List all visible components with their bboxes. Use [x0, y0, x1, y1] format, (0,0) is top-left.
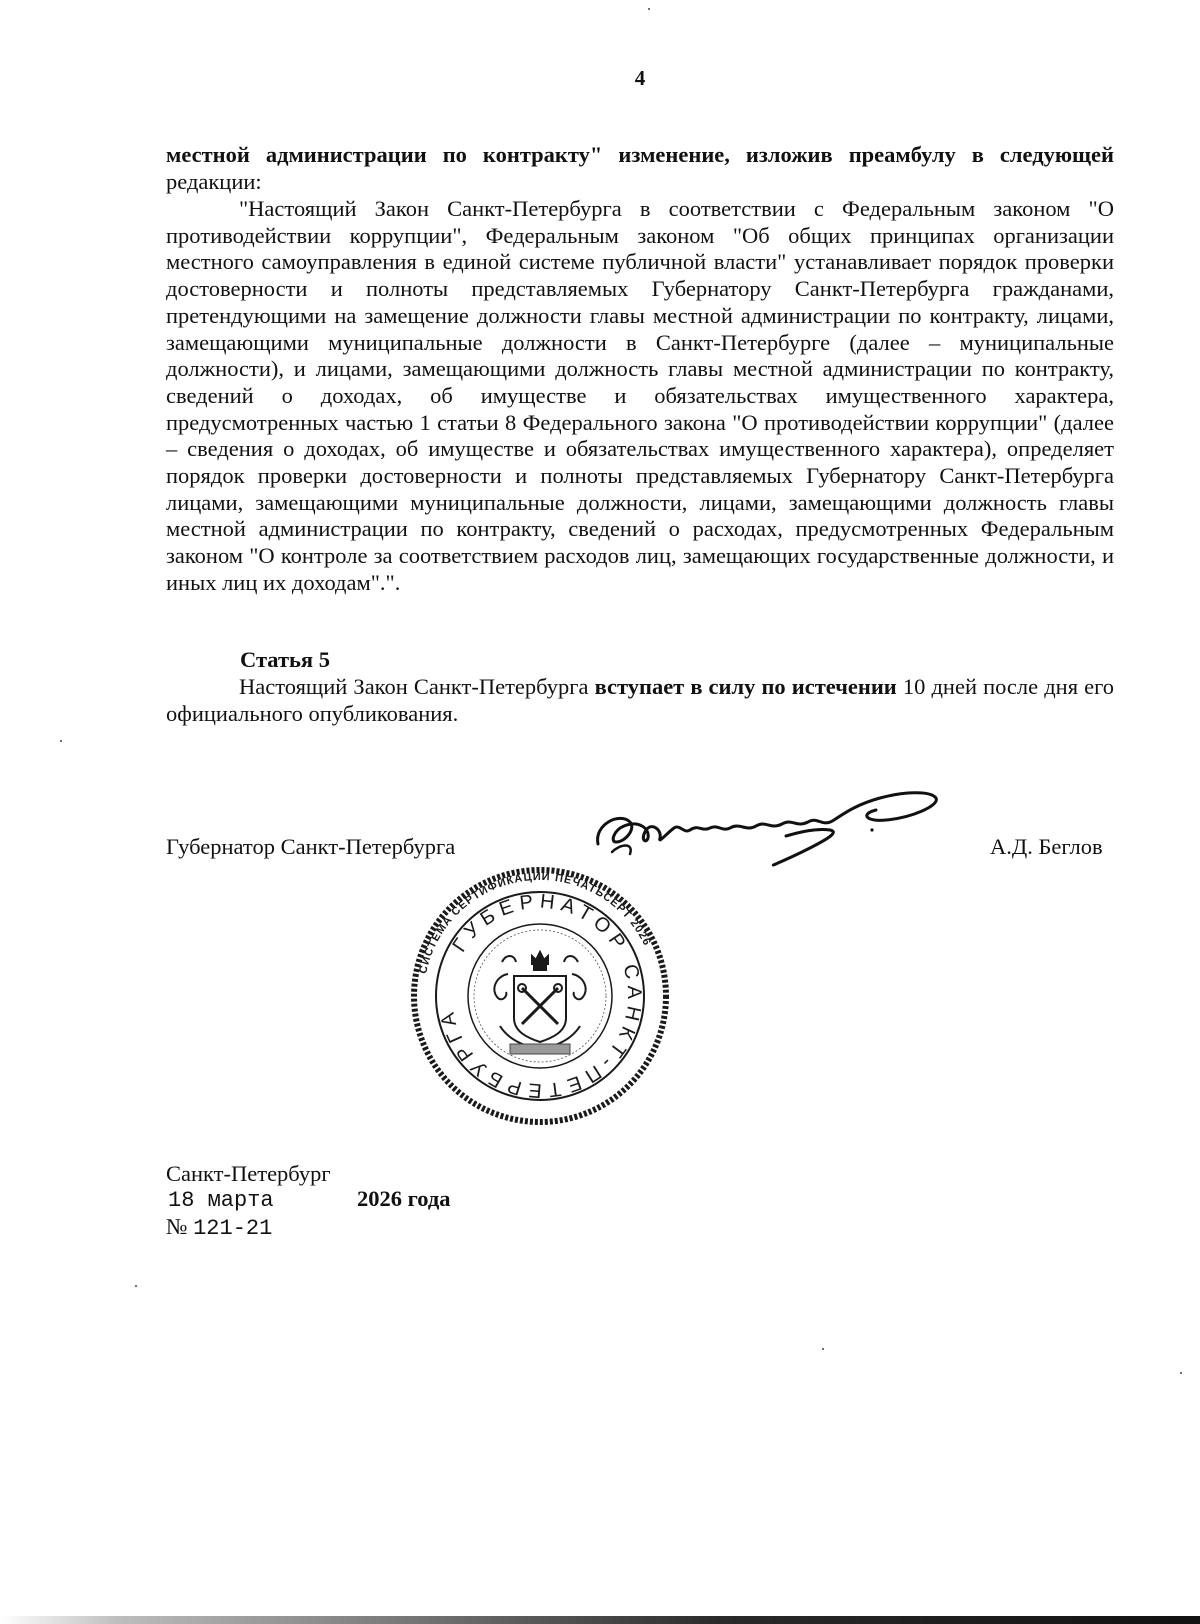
intro-paragraph [166, 142, 1114, 195]
official-seal [410, 866, 670, 1126]
article-5-text-part2: вступает в силу по истечении [594, 674, 897, 699]
scan-speck [60, 740, 62, 742]
signing-date: 18 марта [168, 1188, 274, 1213]
coat-of-arms-emblem [494, 952, 585, 1054]
scan-speck [822, 1348, 824, 1350]
law-number-value: 121-21 [193, 1216, 273, 1241]
scan-speck [1180, 1372, 1182, 1374]
place-of-signing: Санкт-Петербург [166, 1161, 331, 1186]
signing-year: 2026 года [357, 1186, 451, 1211]
scan-speck [135, 1285, 137, 1287]
article-5-heading: Статья 5 [240, 647, 330, 672]
seal-outer-text: СИСТЕМА СЕРТИФИКАЦИИ ПЕЧАТЬСЕРТ 2026 [417, 870, 654, 975]
intro-tail-text: редакции: [166, 168, 262, 194]
law-number-prefix: № [166, 1214, 188, 1239]
governor-title: Губернатор Санкт-Петербурга [166, 834, 456, 859]
scan-bottom-edge [0, 1616, 1200, 1624]
governor-name: А.Д. Беглов [990, 834, 1103, 859]
article-5-paragraph [166, 674, 1114, 727]
scan-speck [648, 8, 650, 10]
seal-inner-text: ГУБЕРНАТОР САНКТ-ПЕТЕРБУРГА [435, 890, 646, 1102]
law-number [166, 1214, 272, 1241]
article-5-text-part1: Настоящий Закон Санкт-Петербурга [239, 674, 589, 699]
page-number: 4 [634, 66, 646, 90]
preamble-paragraph: "Настоящий Закон Санкт-Петербурга в соответствии с Федеральным законом "О противодействии коррупции", Федеральным законом "Об общих принципах организации местного самоуправления в единой системе публичной власти" устанавливает порядок проверки достоверности и полноты представляемых Губернатору Санкт-Петербурга гражданами, претендующими на замещение должности главы местной администрации по контракту, лицами, замещающими муниципальные должности в Санкт-Петербурге (далее – муниципальные должности), и лицами, замещающими должность главы местной администрации по контракту, сведений о доходах, об имуществе и обязательствах имущественного характера, предусмотренных частью 1 статьи 8 Федерального закона "О противодействии коррупции" (далее – сведения о доходах, об имуществе и обязательствах имущественного характера), определяет порядок проверки достоверности и полноты представляемых Губернатору Санкт-Петербурга лицами, замещающими муниципальные должности, лицами, замещающими должность главы местной администрации по контракту, сведений о расходах, предусмотренных Федеральным законом "О контроле за соответствием расходов лиц, замещающих государственные должности, и иных лиц их доходам".". [166, 196, 1114, 595]
intro-lead-text: местной администрации по контракту" изменение, изложив преамбулу в следующей [166, 142, 1114, 167]
article-5-text-part3: 10 дней после дня его официального опубликования. [166, 674, 1115, 726]
